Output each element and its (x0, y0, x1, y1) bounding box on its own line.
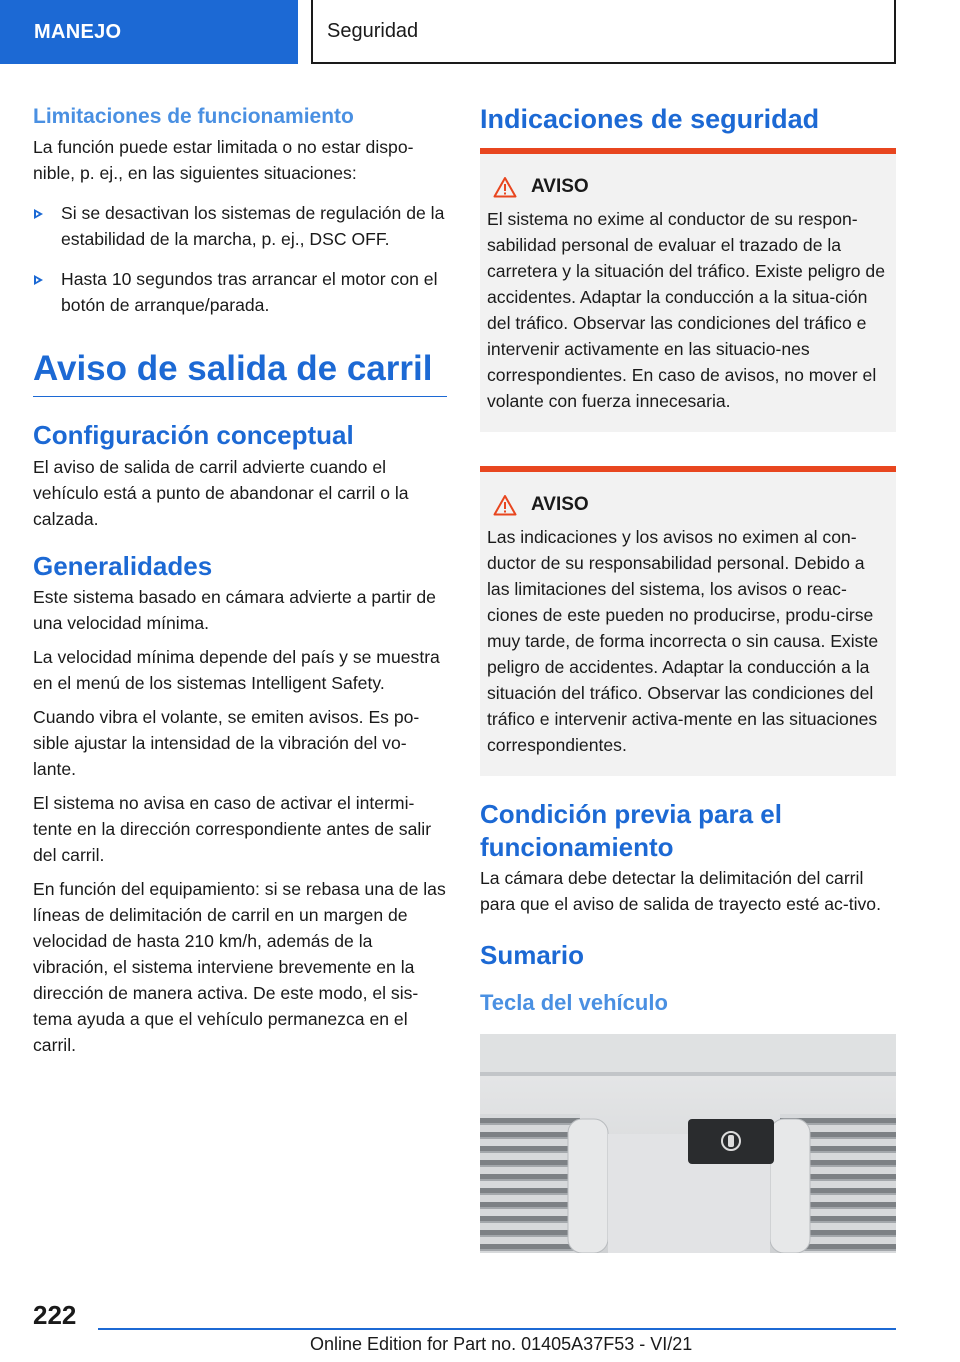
right-column (480, 100, 896, 1016)
precondition-text: La cámara debe detectar la delimitación del carril para que el aviso de salida de trayecto esté ac-tivo. (480, 868, 881, 914)
general-paragraph: La velocidad mínima depende del país y se muestra en el menú de los sistemas Intelligent Safety. (33, 647, 440, 693)
general-paragraph: En función del equipamiento: si se rebasa una de las líneas de delimitación de carril en un margen de velocidad de hasta 210 km/h, además de la vibración, el sistema interviene brevemente en la dirección de manera activa. De este modo, el sis-tema ayuda a que el vehículo permanezca en el carril. (33, 879, 446, 1055)
list-item (33, 266, 447, 318)
footer-divider (98, 1328, 896, 1330)
bullet-triangle-icon (34, 209, 43, 219)
vehicle-button-photo (480, 1034, 896, 1253)
edition-footer[interactable]: Online Edition for Part no. 01405A37F53 - VI/21 (310, 1334, 693, 1354)
dashboard-illustration (480, 1034, 896, 1253)
warning-box (480, 148, 896, 432)
warning-text: Las indicaciones y los avisos no eximen al con-ductor de su responsabilidad personal. Debido a las limitaciones del sistema, los avisos o reac-ciones de este pueden no producirse, produ-cirse muy tarde, de forma incorrecta o sin causa. Existe peligro de accidentes. Adaptar la conducción a la situación del tráfico. Observar las condiciones del tráfico e intervenir activa-mente en las situaciones correspondientes. (487, 527, 879, 755)
safety-heading: Indicaciones de seguridad (480, 104, 820, 134)
summary-heading: Sumario (480, 940, 585, 970)
concept-heading: Configuración conceptual (33, 420, 354, 450)
warning-label: AVISO (531, 176, 589, 197)
warning-header (487, 488, 888, 522)
general-paragraph: El sistema no avisa en caso de activar el intermi-tente en la dirección correspondiente antes de salir del carril. (33, 793, 432, 865)
limits-intro: La función puede estar limitada o no estar dispo-nible, p. ej., en las siguientes situaciones: (33, 137, 414, 183)
general-paragraph: Este sistema basado en cámara advierte a partir de una velocidad mínima. (33, 587, 436, 633)
page-number: 222 (33, 1300, 77, 1330)
warning-triangle-icon (493, 494, 517, 516)
warning-triangle-icon (493, 176, 517, 198)
bullet-triangle-icon (34, 275, 43, 285)
concept-text: El aviso de salida de carril advierte cuando el vehículo está a punto de abandonar el carril o la calzada. (33, 456, 409, 529)
general-paragraph: Cuando vibra el volante, se emiten avisos. Es po-sible ajustar la intensidad de la vibración del vo-lante. (33, 707, 420, 779)
main-heading: Aviso de salida de carril (33, 349, 433, 388)
main-heading-block (33, 348, 447, 397)
precondition-heading: Condición previa para el funcionamiento (480, 799, 782, 862)
limits-heading: Limitaciones de funcionamiento (33, 105, 354, 128)
chapter-tab[interactable]: MANEJO (0, 0, 298, 64)
limits-list (33, 200, 447, 318)
warning-header (487, 170, 888, 204)
section-title: Seguridad (311, 0, 896, 64)
list-item-text: Hasta 10 segundos tras arrancar el motor con el botón de arranque/parada. (61, 269, 438, 315)
warning-label: AVISO (531, 494, 589, 515)
warning-text: El sistema no exime al conductor de su respon-sabilidad personal de evaluar el trazado de la carretera y la situación del tráfico. Existe peligro de accidentes. Adaptar la conducción a la situa-ción del tráfico. Observar las condiciones del tráfico e intervenir activamente en las situacio-nes correspondientes. En caso de avisos, no mover el volante con fuerza innecesaria. (487, 209, 886, 411)
general-heading: Generalidades (33, 550, 213, 581)
warning-box (480, 466, 896, 776)
left-column (33, 100, 447, 1058)
list-item (33, 200, 447, 252)
button-heading: Tecla del vehículo (480, 989, 668, 1015)
list-item-text: Si se desactivan los sistemas de regulación de la estabilidad de la marcha, p. ej., DSC OFF. (61, 203, 445, 249)
